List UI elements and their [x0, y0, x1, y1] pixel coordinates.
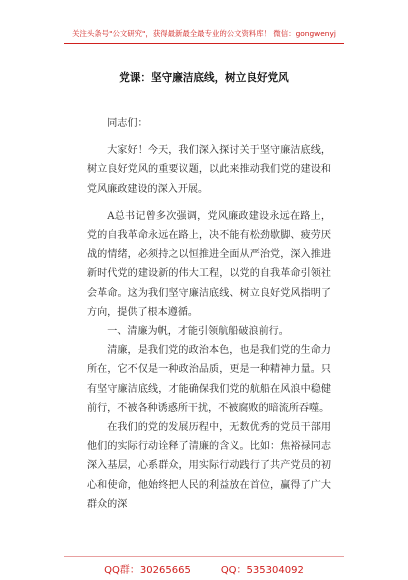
document-body	[87, 114, 331, 514]
footer-qq-group: QQ群：30265665	[104, 565, 191, 576]
footer	[0, 561, 408, 576]
paragraph: 在我们的党的发展历程中，无数优秀的党员干部用他们的实际行动诠释了清廉的含义。比如：焦裕禄同志深入基层，心系群众，用实际行动践行了共产党员的初心和使命，他始终把人民的利益放在首位，赢得了广大群众的深	[87, 422, 331, 510]
paragraph: A总书记曾多次强调，党风廉政建设永远在路上，党的自我革命永远在路上，决不能有松劲歇脚、疲劳厌战的情绪，必须持之以恒推进全面从严治党，深入推进新时代党的建设新的伟大工程，以党的自我革命引领社会革命。这为我们坚守廉洁底线、树立良好党风指明了方向，提供了根本遵循。	[87, 210, 331, 318]
paragraph: 大家好！今天，我们深入探讨关于坚守廉洁底线，树立良好党风的重要议题，以此来推动我们党的建设和党风廉政建设的深入开展。	[87, 145, 331, 195]
footer-divider	[64, 556, 344, 557]
header-divider	[64, 43, 344, 44]
header-notice: 关注头条号"公文研究"，获得最新最全最专业的公文资料库！ 微信：gongwenyj	[72, 29, 336, 38]
salutation: 同志们：	[107, 118, 148, 129]
section-heading: 一、清廉为帆，才能引领航船破浪前行。	[107, 326, 289, 338]
footer-qq: QQ：535304092	[220, 565, 304, 576]
document-title: 党课：坚守廉洁底线，树立良好党风	[119, 72, 289, 84]
paragraph: 清廉，是我们党的政治本色，也是我们党的生命力所在，它不仅是一种政治品质，更是一种精神力量。只有坚守廉洁底线，才能确保我们党的航船在风浪中稳健前行，不被各种诱惑所干扰，不被腐败的暗流所吞噬。	[87, 345, 331, 414]
